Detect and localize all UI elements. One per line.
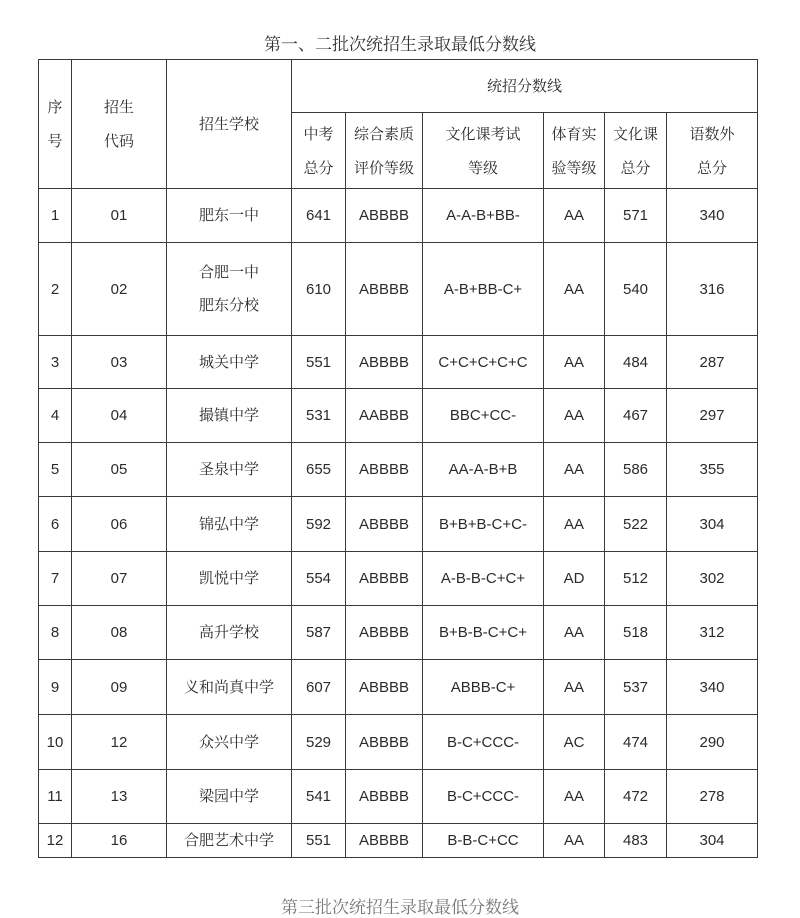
code-cell: 07 (72, 552, 167, 606)
code-cell: 16 (72, 824, 167, 858)
code-cell: 04 (72, 389, 167, 443)
pe-grade-cell: AA (544, 824, 605, 858)
culture-score-cell: 474 (605, 715, 667, 770)
total-score-cell: 529 (292, 715, 346, 770)
table-row (39, 552, 758, 606)
code-cell: 06 (72, 497, 167, 552)
culture-score-cell: 472 (605, 770, 667, 824)
cme-score-cell: 304 (667, 497, 758, 552)
pe-grade-cell: AA (544, 770, 605, 824)
exam-grade-cell: AA-A-B+B (423, 443, 544, 497)
seq-cell: 2 (39, 243, 72, 336)
header-total: 中考 总分 (292, 113, 346, 189)
quality-grade-cell: ABBBB (346, 336, 423, 389)
exam-grade-cell: A-B-B-C+C+ (423, 552, 544, 606)
header-code: 招生 代码 (72, 60, 167, 189)
pe-grade-cell: AD (544, 552, 605, 606)
school-cell: 城关中学 (167, 336, 292, 389)
code-cell: 08 (72, 606, 167, 660)
exam-grade-cell: B-C+CCC- (423, 770, 544, 824)
seq-cell: 8 (39, 606, 72, 660)
total-score-cell: 607 (292, 660, 346, 715)
table-row (39, 660, 758, 715)
code-cell: 12 (72, 715, 167, 770)
culture-score-cell: 512 (605, 552, 667, 606)
seq-cell: 10 (39, 715, 72, 770)
cme-score-cell: 302 (667, 552, 758, 606)
school-cell: 凯悦中学 (167, 552, 292, 606)
exam-grade-cell: B-B-C+CC (423, 824, 544, 858)
cme-score-cell: 340 (667, 189, 758, 243)
exam-grade-cell: B+B-B-C+C+ (423, 606, 544, 660)
admission-score-table (38, 59, 758, 858)
header-seq: 序 号 (39, 60, 72, 189)
seq-cell: 11 (39, 770, 72, 824)
seq-cell: 12 (39, 824, 72, 858)
pe-grade-cell: AC (544, 715, 605, 770)
seq-cell: 3 (39, 336, 72, 389)
quality-grade-cell: ABBBB (346, 243, 423, 336)
culture-score-cell: 467 (605, 389, 667, 443)
cme-score-cell: 355 (667, 443, 758, 497)
next-table-title: 第三批次统招生录取最低分数线 (281, 898, 519, 918)
quality-grade-cell: AABBB (346, 389, 423, 443)
seq-cell: 4 (39, 389, 72, 443)
table-row (39, 497, 758, 552)
cme-score-cell: 297 (667, 389, 758, 443)
seq-cell: 1 (39, 189, 72, 243)
total-score-cell: 592 (292, 497, 346, 552)
table-row (39, 443, 758, 497)
school-cell: 撮镇中学 (167, 389, 292, 443)
code-cell: 01 (72, 189, 167, 243)
quality-grade-cell: ABBBB (346, 770, 423, 824)
table-row (39, 606, 758, 660)
school-cell: 圣泉中学 (167, 443, 292, 497)
code-cell: 05 (72, 443, 167, 497)
quality-grade-cell: ABBBB (346, 606, 423, 660)
culture-score-cell: 571 (605, 189, 667, 243)
pe-grade-cell: AA (544, 336, 605, 389)
total-score-cell: 641 (292, 189, 346, 243)
school-cell: 锦弘中学 (167, 497, 292, 552)
total-score-cell: 551 (292, 824, 346, 858)
total-score-cell: 587 (292, 606, 346, 660)
pe-grade-cell: AA (544, 189, 605, 243)
table-row (39, 824, 758, 858)
culture-score-cell: 518 (605, 606, 667, 660)
quality-grade-cell: ABBBB (346, 552, 423, 606)
exam-grade-cell: B+B+B-C+C- (423, 497, 544, 552)
school-cell: 义和尚真中学 (167, 660, 292, 715)
cme-score-cell: 312 (667, 606, 758, 660)
cme-score-cell: 287 (667, 336, 758, 389)
quality-grade-cell: ABBBB (346, 497, 423, 552)
total-score-cell: 554 (292, 552, 346, 606)
table-row (39, 389, 758, 443)
cme-score-cell: 340 (667, 660, 758, 715)
table-row (39, 336, 758, 389)
exam-grade-cell: BBC+CC- (423, 389, 544, 443)
total-score-cell: 551 (292, 336, 346, 389)
seq-cell: 6 (39, 497, 72, 552)
quality-grade-cell: ABBBB (346, 443, 423, 497)
header-score-group: 统招分数线 (292, 60, 758, 113)
exam-grade-cell: ABBB-C+ (423, 660, 544, 715)
school-cell: 合肥艺术中学 (167, 824, 292, 858)
cme-score-cell: 278 (667, 770, 758, 824)
quality-grade-cell: ABBBB (346, 660, 423, 715)
exam-grade-cell: A-B+BB-C+ (423, 243, 544, 336)
header-exam: 文化课考试 等级 (423, 113, 544, 189)
culture-score-cell: 540 (605, 243, 667, 336)
culture-score-cell: 586 (605, 443, 667, 497)
code-cell: 09 (72, 660, 167, 715)
seq-cell: 7 (39, 552, 72, 606)
pe-grade-cell: AA (544, 606, 605, 660)
code-cell: 03 (72, 336, 167, 389)
quality-grade-cell: ABBBB (346, 189, 423, 243)
table-row (39, 715, 758, 770)
header-culture: 文化课 总分 (605, 113, 667, 189)
exam-grade-cell: C+C+C+C+C (423, 336, 544, 389)
header-pe: 体育实 验等级 (544, 113, 605, 189)
total-score-cell: 655 (292, 443, 346, 497)
code-cell: 02 (72, 243, 167, 336)
culture-score-cell: 483 (605, 824, 667, 858)
school-cell: 梁园中学 (167, 770, 292, 824)
exam-grade-cell: A-A-B+BB- (423, 189, 544, 243)
pe-grade-cell: AA (544, 497, 605, 552)
pe-grade-cell: AA (544, 443, 605, 497)
quality-grade-cell: ABBBB (346, 715, 423, 770)
code-cell: 13 (72, 770, 167, 824)
school-cell: 高升学校 (167, 606, 292, 660)
school-cell: 合肥一中 肥东分校 (167, 243, 292, 336)
seq-cell: 9 (39, 660, 72, 715)
table-row (39, 243, 758, 336)
culture-score-cell: 522 (605, 497, 667, 552)
quality-grade-cell: ABBBB (346, 824, 423, 858)
seq-cell: 5 (39, 443, 72, 497)
cme-score-cell: 290 (667, 715, 758, 770)
table-title: 第一、二批次统招生录取最低分数线 (264, 35, 536, 55)
cme-score-cell: 316 (667, 243, 758, 336)
culture-score-cell: 484 (605, 336, 667, 389)
pe-grade-cell: AA (544, 660, 605, 715)
culture-score-cell: 537 (605, 660, 667, 715)
total-score-cell: 541 (292, 770, 346, 824)
header-school: 招生学校 (167, 60, 292, 189)
pe-grade-cell: AA (544, 389, 605, 443)
exam-grade-cell: B-C+CCC- (423, 715, 544, 770)
pe-grade-cell: AA (544, 243, 605, 336)
table-row (39, 770, 758, 824)
school-cell: 众兴中学 (167, 715, 292, 770)
total-score-cell: 610 (292, 243, 346, 336)
total-score-cell: 531 (292, 389, 346, 443)
cme-score-cell: 304 (667, 824, 758, 858)
header-quality: 综合素质 评价等级 (346, 113, 423, 189)
header-cme: 语数外 总分 (667, 113, 758, 189)
table-row (39, 189, 758, 243)
school-cell: 肥东一中 (167, 189, 292, 243)
